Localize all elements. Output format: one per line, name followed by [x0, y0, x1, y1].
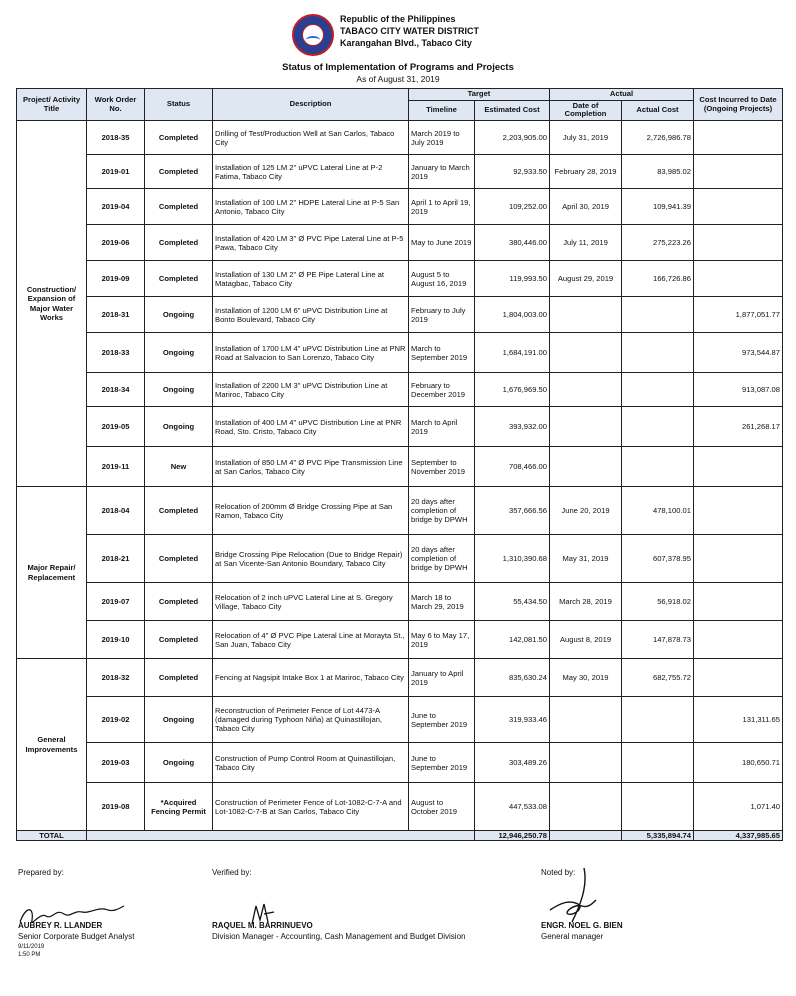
estimated-cost-cell: 1,676,969.50: [475, 373, 550, 407]
table-row: [17, 447, 783, 487]
description-cell: Installation of 850 LM 4" Ø PVC Pipe Transmission Line at San Carlos, Tabaco City: [213, 447, 409, 487]
date-completion-cell: February 28, 2019: [550, 155, 622, 189]
status-cell: Completed: [145, 487, 213, 535]
status-cell: Ongoing: [145, 297, 213, 333]
total-empty: [550, 831, 622, 841]
status-cell: Completed: [145, 659, 213, 697]
estimated-cost-cell: 2,203,905.00: [475, 121, 550, 155]
description-cell: Relocation of 4" Ø PVC Pipe Lateral Line at Morayta St., San Juan, Tabaco City: [213, 621, 409, 659]
estimated-cost-cell: 393,932.00: [475, 407, 550, 447]
timeline-cell: March 2019 to July 2019: [409, 121, 475, 155]
timeline-cell: August to October 2019: [409, 783, 475, 831]
table-row: [17, 583, 783, 621]
col-header-work-order: Work Order No.: [87, 89, 145, 121]
total-cost-incurred: 4,337,985.65: [694, 831, 783, 841]
actual-cost-cell: [622, 333, 694, 373]
table-row: [17, 261, 783, 297]
cost-incurred-cell: 1,877,051.77: [694, 297, 783, 333]
actual-cost-cell: 2,726,986.78: [622, 121, 694, 155]
date-completion-cell: [550, 697, 622, 743]
table-row: [17, 487, 783, 535]
description-cell: Relocation of 200mm Ø Bridge Crossing Pipe at San Ramon, Tabaco City: [213, 487, 409, 535]
cost-incurred-cell: 973,544.87: [694, 333, 783, 373]
cost-incurred-cell: [694, 447, 783, 487]
timeline-cell: January to March 2019: [409, 155, 475, 189]
timeline-cell: March to September 2019: [409, 333, 475, 373]
date-completion-cell: August 29, 2019: [550, 261, 622, 297]
work-order-cell: 2018-31: [87, 297, 145, 333]
col-header-date-completion: Date of Completion: [550, 100, 622, 120]
project-group-title: Major Repair/ Replacement: [17, 487, 87, 659]
project-group-title: General Improvements: [17, 659, 87, 831]
col-header-description: Description: [213, 89, 409, 121]
date-completion-cell: [550, 373, 622, 407]
work-order-cell: 2019-01: [87, 155, 145, 189]
estimated-cost-cell: 447,533.08: [475, 783, 550, 831]
header-republic: Republic of the Philippines: [340, 14, 456, 24]
date-completion-cell: [550, 297, 622, 333]
actual-cost-cell: 607,378.95: [622, 535, 694, 583]
timeline-cell: August 5 to August 16, 2019: [409, 261, 475, 297]
estimated-cost-cell: 142,081.50: [475, 621, 550, 659]
total-actual-cost: 5,335,894.74: [622, 831, 694, 841]
noted-by-signature: [544, 866, 600, 926]
prepared-by-date: 9/11/2019: [18, 943, 45, 950]
description-cell: Installation of 2200 LM 3" uPVC Distribution Line at Mariroc, Tabaco City: [213, 373, 409, 407]
estimated-cost-cell: 357,666.56: [475, 487, 550, 535]
col-header-actual: Actual: [550, 89, 694, 101]
cost-incurred-cell: 1,071.40: [694, 783, 783, 831]
description-cell: Construction of Pump Control Room at Quinastillojan, Tabaco City: [213, 743, 409, 783]
work-order-cell: 2019-07: [87, 583, 145, 621]
timeline-cell: June to September 2019: [409, 697, 475, 743]
timeline-cell: May 6 to May 17, 2019: [409, 621, 475, 659]
date-completion-cell: [550, 333, 622, 373]
work-order-cell: 2018-04: [87, 487, 145, 535]
status-cell: Completed: [145, 155, 213, 189]
total-estimated-cost: 12,946,250.78: [475, 831, 550, 841]
work-order-cell: 2019-08: [87, 783, 145, 831]
work-order-cell: 2018-35: [87, 121, 145, 155]
header-address: Karangahan Blvd., Tabaco City: [340, 38, 472, 48]
cost-incurred-cell: [694, 535, 783, 583]
actual-cost-cell: [622, 783, 694, 831]
table-row: [17, 697, 783, 743]
status-cell: Ongoing: [145, 743, 213, 783]
table-row: [17, 225, 783, 261]
table-row: [17, 333, 783, 373]
work-order-cell: 2018-33: [87, 333, 145, 373]
status-cell: Ongoing: [145, 697, 213, 743]
estimated-cost-cell: 1,310,390.68: [475, 535, 550, 583]
actual-cost-cell: [622, 373, 694, 407]
date-completion-cell: [550, 407, 622, 447]
actual-cost-cell: 147,878.73: [622, 621, 694, 659]
district-seal-logo: [292, 14, 334, 56]
prepared-by-label: Prepared by:: [18, 868, 64, 877]
date-completion-cell: [550, 743, 622, 783]
date-completion-cell: June 20, 2019: [550, 487, 622, 535]
work-order-cell: 2019-04: [87, 189, 145, 225]
estimated-cost-cell: 109,252.00: [475, 189, 550, 225]
date-completion-cell: July 31, 2019: [550, 121, 622, 155]
description-cell: Fencing at Nagsipit Intake Box 1 at Mariroc, Tabaco City: [213, 659, 409, 697]
cost-incurred-cell: [694, 155, 783, 189]
estimated-cost-cell: 1,804,003.00: [475, 297, 550, 333]
actual-cost-cell: 166,726.86: [622, 261, 694, 297]
date-completion-cell: [550, 783, 622, 831]
description-cell: Bridge Crossing Pipe Relocation (Due to Bridge Repair) at San Vicente-San Antonio Boundary, Tabaco City: [213, 535, 409, 583]
status-cell: Completed: [145, 535, 213, 583]
cost-incurred-cell: [694, 659, 783, 697]
timeline-cell: March 18 to March 29, 2019: [409, 583, 475, 621]
col-header-target: Target: [409, 89, 550, 101]
table-row: [17, 189, 783, 225]
cost-incurred-cell: [694, 189, 783, 225]
cost-incurred-cell: [694, 583, 783, 621]
actual-cost-cell: 83,985.02: [622, 155, 694, 189]
verified-by-label: Verified by:: [212, 868, 252, 877]
date-completion-cell: August 8, 2019: [550, 621, 622, 659]
date-completion-cell: [550, 447, 622, 487]
status-cell: Completed: [145, 261, 213, 297]
prepared-by-position: Senior Corporate Budget Analyst: [18, 931, 135, 941]
status-cell: Completed: [145, 583, 213, 621]
noted-by-name: ENGR. NOEL G. BIEN: [541, 921, 623, 930]
prepared-by-time: 1:50 PM: [18, 951, 41, 958]
status-cell: Ongoing: [145, 373, 213, 407]
noted-by-label: Noted by:: [541, 868, 576, 877]
status-cell: New: [145, 447, 213, 487]
status-cell: Completed: [145, 189, 213, 225]
work-order-cell: 2019-02: [87, 697, 145, 743]
actual-cost-cell: [622, 297, 694, 333]
estimated-cost-cell: 835,630.24: [475, 659, 550, 697]
work-order-cell: 2019-03: [87, 743, 145, 783]
cost-incurred-cell: 261,268.17: [694, 407, 783, 447]
cost-incurred-cell: [694, 487, 783, 535]
estimated-cost-cell: 380,446.00: [475, 225, 550, 261]
table-row: [17, 155, 783, 189]
cost-incurred-cell: [694, 225, 783, 261]
estimated-cost-cell: 303,489.26: [475, 743, 550, 783]
estimated-cost-cell: 119,993.50: [475, 261, 550, 297]
status-cell: Completed: [145, 225, 213, 261]
project-group-title: Construction/ Expansion of Major Water Works: [17, 121, 87, 487]
prepared-by-block: [18, 868, 64, 879]
estimated-cost-cell: 319,933.46: [475, 697, 550, 743]
description-cell: Reconstruction of Perimeter Fence of Lot 4473-A (damaged during Typhoon Niña) at Quinastillojan, Tabaco City: [213, 697, 409, 743]
prepared-by-name: AUBREY R. LLANDER: [18, 921, 103, 930]
description-cell: Installation of 100 LM 2" HDPE Lateral Line at P-5 San Antonio, Tabaco City: [213, 189, 409, 225]
work-order-cell: 2019-09: [87, 261, 145, 297]
status-cell: *Acquired Fencing Permit: [145, 783, 213, 831]
date-completion-cell: July 11, 2019: [550, 225, 622, 261]
work-order-cell: 2019-11: [87, 447, 145, 487]
description-cell: Installation of 420 LM 3" Ø PVC Pipe Lateral Line at P-5 Pawa, Tabaco City: [213, 225, 409, 261]
estimated-cost-cell: 708,466.00: [475, 447, 550, 487]
actual-cost-cell: [622, 407, 694, 447]
actual-cost-cell: 109,941.39: [622, 189, 694, 225]
as-of-date: As of August 31, 2019: [356, 74, 440, 84]
description-cell: Relocation of 2 inch uPVC Lateral Line at S. Gregory Village, Tabaco City: [213, 583, 409, 621]
actual-cost-cell: [622, 447, 694, 487]
work-order-cell: 2019-10: [87, 621, 145, 659]
col-header-actual-cost: Actual Cost: [622, 100, 694, 120]
timeline-cell: September to November 2019: [409, 447, 475, 487]
description-cell: Construction of Perimeter Fence of Lot-1082-C-7-A and Lot-1082-C-7-B at San Carlos, Tabaco City: [213, 783, 409, 831]
timeline-cell: 20 days after completion of bridge by DPWH: [409, 535, 475, 583]
status-cell: Ongoing: [145, 333, 213, 373]
work-order-cell: 2018-34: [87, 373, 145, 407]
description-cell: Installation of 130 LM 2" Ø PE Pipe Lateral Line at Matagbac, Tabaco City: [213, 261, 409, 297]
actual-cost-cell: 56,918.02: [622, 583, 694, 621]
cost-incurred-cell: 131,311.65: [694, 697, 783, 743]
estimated-cost-cell: 92,933.50: [475, 155, 550, 189]
table-row: [17, 743, 783, 783]
status-cell: Ongoing: [145, 407, 213, 447]
timeline-cell: April 1 to April 19, 2019: [409, 189, 475, 225]
work-order-cell: 2019-05: [87, 407, 145, 447]
description-cell: Installation of 1700 LM 4" uPVC Distribution Line at PNR Road at Salvacion to San Lorenzo, Tabaco City: [213, 333, 409, 373]
description-cell: Installation of 1200 LM 6" uPVC Distribution Line at Bonto Boulevard, Tabaco City: [213, 297, 409, 333]
work-order-cell: 2018-21: [87, 535, 145, 583]
table-row: [17, 297, 783, 333]
total-empty: [87, 831, 475, 841]
description-cell: Installation of 125 LM 2" uPVC Lateral Line at P-2 Fatima, Tabaco City: [213, 155, 409, 189]
work-order-cell: 2019-06: [87, 225, 145, 261]
date-completion-cell: May 30, 2019: [550, 659, 622, 697]
verified-by-position: Division Manager - Accounting, Cash Management and Budget Division: [212, 931, 466, 941]
page-title: Status of Implementation of Programs and Projects: [282, 62, 514, 73]
cost-incurred-cell: [694, 261, 783, 297]
table-row: [17, 407, 783, 447]
actual-cost-cell: 275,223.26: [622, 225, 694, 261]
col-header-timeline: Timeline: [409, 100, 475, 120]
timeline-cell: 20 days after completion of bridge by DPWH: [409, 487, 475, 535]
timeline-cell: May to June 2019: [409, 225, 475, 261]
projects-table: [16, 88, 783, 841]
table-row: [17, 535, 783, 583]
timeline-cell: March to April 2019: [409, 407, 475, 447]
noted-by-position: General manager: [541, 931, 604, 941]
header-agency: TABACO CITY WATER DISTRICT: [340, 26, 479, 36]
table-row: [17, 783, 783, 831]
actual-cost-cell: 478,100.01: [622, 487, 694, 535]
cost-incurred-cell: [694, 621, 783, 659]
timeline-cell: February to July 2019: [409, 297, 475, 333]
timeline-cell: January to April 2019: [409, 659, 475, 697]
col-header-project: Project/ Activity Title: [17, 89, 87, 121]
verified-by-name: RAQUEL M. BARRINUEVO: [212, 921, 313, 930]
status-cell: Completed: [145, 121, 213, 155]
table-row: [17, 621, 783, 659]
date-completion-cell: April 30, 2019: [550, 189, 622, 225]
table-row: [17, 659, 783, 697]
timeline-cell: February to December 2019: [409, 373, 475, 407]
table-row: [17, 373, 783, 407]
actual-cost-cell: [622, 743, 694, 783]
date-completion-cell: March 28, 2019: [550, 583, 622, 621]
col-header-cost-incurred: Cost Incurred to Date (Ongoing Projects): [694, 89, 783, 121]
total-row: [17, 831, 783, 841]
estimated-cost-cell: 55,434.50: [475, 583, 550, 621]
timeline-cell: June to September 2019: [409, 743, 475, 783]
cost-incurred-cell: [694, 121, 783, 155]
estimated-cost-cell: 1,684,191.00: [475, 333, 550, 373]
work-order-cell: 2018-32: [87, 659, 145, 697]
actual-cost-cell: [622, 697, 694, 743]
col-header-status: Status: [145, 89, 213, 121]
description-cell: Installation of 400 LM 4" uPVC Distribution Line at PNR Road, Sto. Cristo, Tabaco City: [213, 407, 409, 447]
status-cell: Completed: [145, 621, 213, 659]
date-completion-cell: May 31, 2019: [550, 535, 622, 583]
table-row: [17, 121, 783, 155]
col-header-estimated-cost: Estimated Cost: [475, 100, 550, 120]
description-cell: Drilling of Test/Production Well at San Carlos, Tabaco City: [213, 121, 409, 155]
actual-cost-cell: 682,755.72: [622, 659, 694, 697]
total-label: TOTAL: [17, 831, 87, 841]
cost-incurred-cell: 180,650.71: [694, 743, 783, 783]
cost-incurred-cell: 913,087.08: [694, 373, 783, 407]
